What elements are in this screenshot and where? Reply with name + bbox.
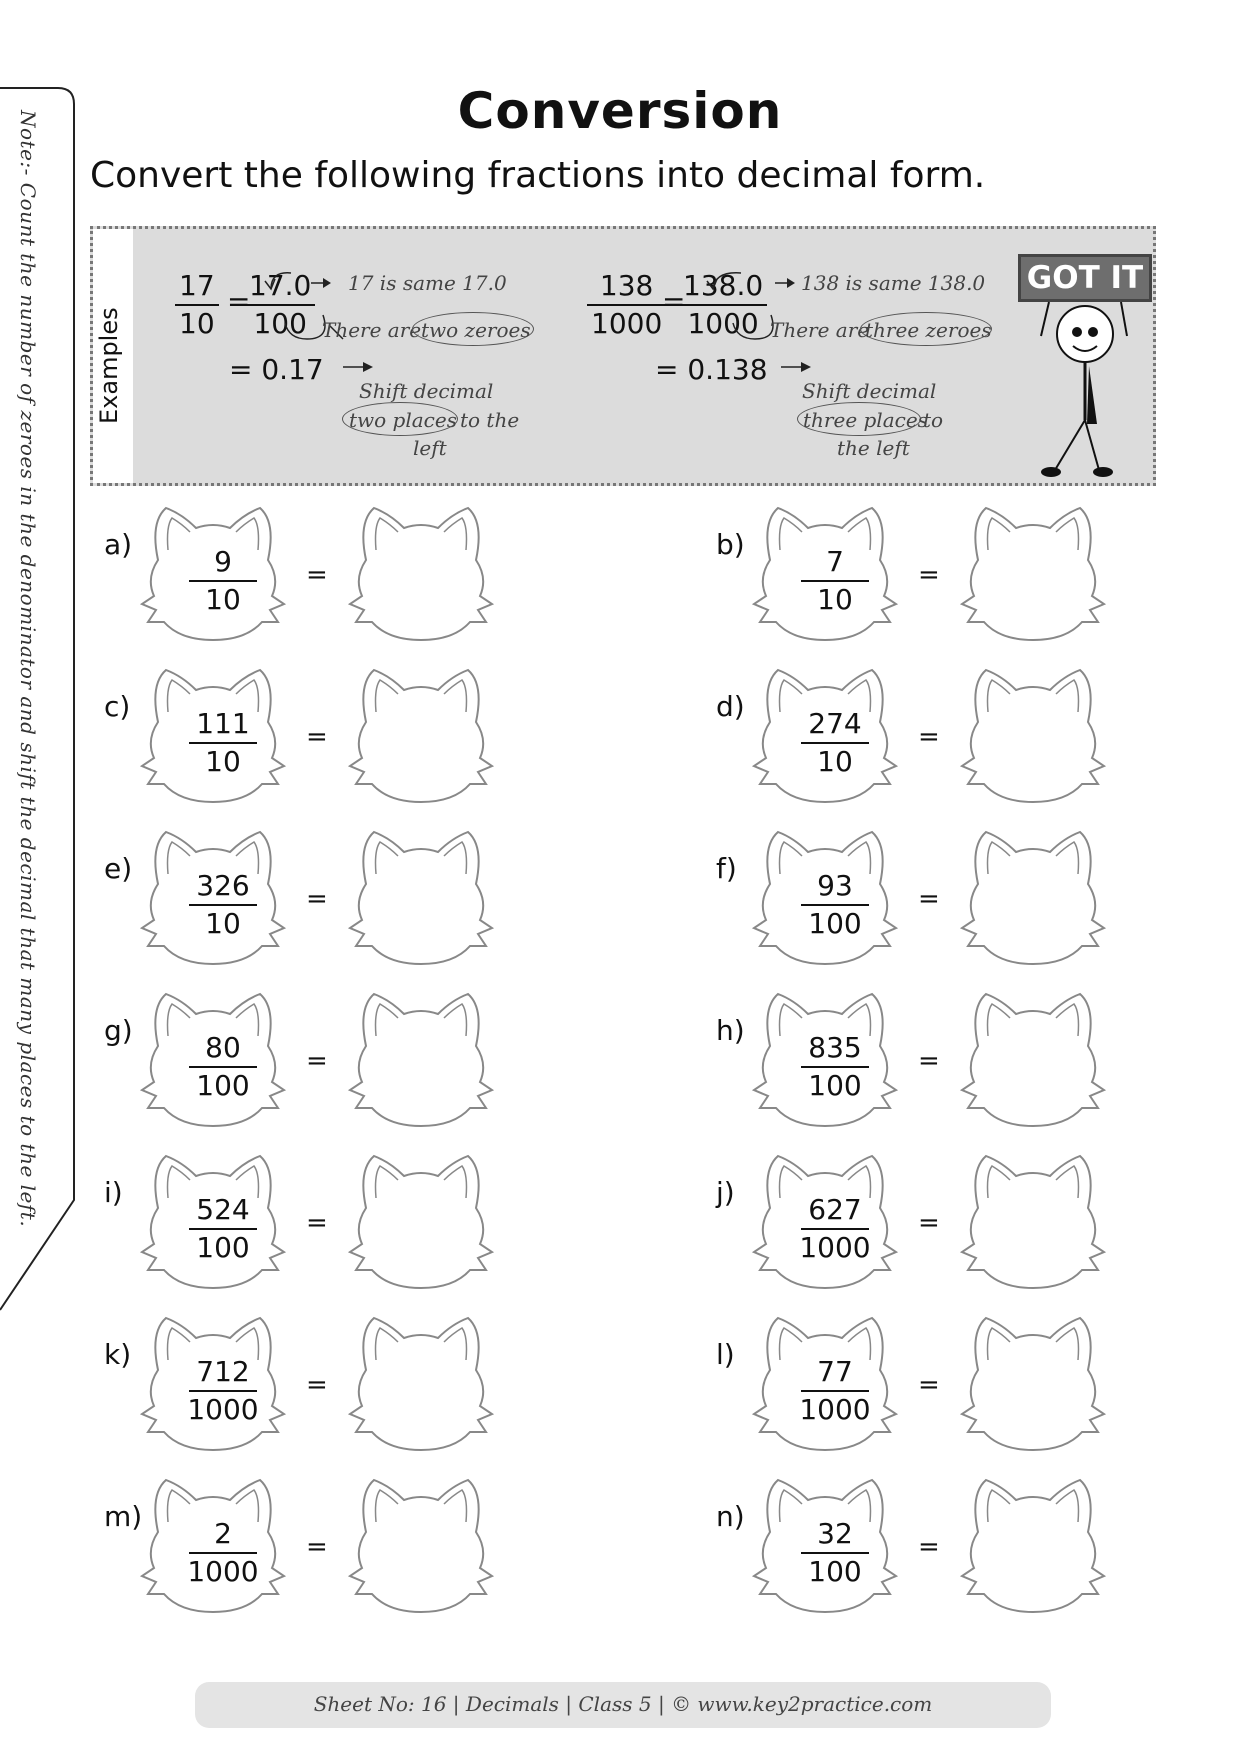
side-note	[10, 110, 70, 1228]
equals-sign: =	[918, 1532, 940, 1562]
problem-numerator: 712	[189, 1354, 257, 1392]
problem-numerator: 111	[189, 706, 257, 744]
problem-numerator: 2	[189, 1516, 257, 1554]
problem-label: h)	[716, 1014, 745, 1047]
answer-box[interactable]	[948, 1310, 1118, 1460]
example-left-note1: 17 is same 17.0	[348, 271, 507, 295]
problem-item	[700, 1472, 1240, 1622]
equals-sign: =	[306, 884, 328, 914]
example-right-shift-line1: Shift decimal	[802, 379, 937, 403]
problem-item	[88, 824, 648, 974]
example-right-result: = 0.138	[655, 353, 768, 386]
problem-fraction	[795, 1516, 875, 1590]
example-right-shift-rest: to	[923, 408, 944, 432]
example-right-result-arrow	[781, 359, 817, 375]
instructions: Convert the following fractions into decimal form.	[90, 155, 986, 196]
problem-fraction	[183, 544, 263, 618]
problem-item	[700, 1148, 1240, 1298]
problem-numerator: 9	[189, 544, 257, 582]
example-left-numerator: 17	[175, 268, 219, 306]
example-left-result: = 0.17	[229, 353, 324, 386]
problem-fraction	[795, 1354, 875, 1428]
example-left-result-arrow	[343, 359, 379, 375]
problem-label: a)	[104, 528, 133, 561]
problem-fraction	[183, 1516, 263, 1590]
problem-numerator: 7	[801, 544, 869, 582]
problem-item	[700, 824, 1240, 974]
problem-denominator: 1000	[799, 1231, 871, 1264]
answer-box[interactable]	[948, 1472, 1118, 1622]
example-right-shift-circled: three places	[803, 408, 928, 432]
problem-denominator: 100	[808, 1555, 862, 1588]
stick-figure-icon	[1015, 300, 1155, 482]
example-right-expanded-denominator: 1000	[687, 307, 759, 340]
problem-denominator: 1000	[799, 1393, 871, 1426]
problem-denominator: 1000	[187, 1555, 259, 1588]
problem-item	[700, 986, 1240, 1136]
side-note-text: Note:- Count the number of zeroes in the denominator and shift the decimal that many places to the left.	[16, 110, 40, 1228]
problem-label: n)	[716, 1500, 745, 1533]
problem-label: e)	[104, 852, 133, 885]
equals-sign: =	[306, 1370, 328, 1400]
problem-label: g)	[104, 1014, 133, 1047]
answer-box[interactable]	[336, 986, 506, 1136]
problem-denominator: 100	[196, 1069, 250, 1102]
problem-fraction	[795, 706, 875, 780]
problem-item	[700, 500, 1240, 650]
example-left-expanded-denominator: 100	[253, 307, 307, 340]
examples-label: Examples	[95, 307, 123, 424]
problem-fraction	[183, 1354, 263, 1428]
problem-fraction	[795, 868, 875, 942]
equals-sign: =	[306, 560, 328, 590]
problem-fraction	[183, 1192, 263, 1266]
example-right-expanded-numerator: 138.0	[679, 268, 767, 306]
equals-sign: =	[918, 1046, 940, 1076]
problem-denominator: 1000	[187, 1393, 259, 1426]
problem-item	[88, 1472, 648, 1622]
answer-box[interactable]	[948, 500, 1118, 650]
example-left-shift-rest: to the	[460, 408, 520, 432]
problem-label: b)	[716, 528, 745, 561]
equals-sign: =	[918, 1208, 940, 1238]
answer-box[interactable]	[336, 1148, 506, 1298]
answer-box[interactable]	[948, 662, 1118, 812]
problem-label: m)	[104, 1500, 143, 1533]
problem-denominator: 10	[205, 583, 241, 616]
problem-label: c)	[104, 690, 131, 723]
problem-label: f)	[716, 852, 737, 885]
answer-box[interactable]	[948, 986, 1118, 1136]
problem-denominator: 10	[817, 745, 853, 778]
answer-box[interactable]	[336, 824, 506, 974]
problem-denominator: 10	[817, 583, 853, 616]
example-right-fraction	[587, 268, 666, 342]
equals-sign: =	[918, 722, 940, 752]
problem-numerator: 32	[801, 1516, 869, 1554]
footer	[195, 1682, 1051, 1728]
answer-box[interactable]	[948, 824, 1118, 974]
problem-denominator: 100	[196, 1231, 250, 1264]
example-left-shift-line1: Shift decimal	[359, 379, 494, 403]
problem-fraction	[183, 706, 263, 780]
problem-denominator: 100	[808, 1069, 862, 1102]
problem-denominator: 100	[808, 907, 862, 940]
footer-text: Sheet No: 16 | Decimals | Class 5 | © www.key2practice.com	[313, 1692, 933, 1716]
problem-fraction	[183, 868, 263, 942]
equals-sign: =	[918, 560, 940, 590]
answer-box[interactable]	[336, 662, 506, 812]
problem-label: j)	[716, 1176, 735, 1209]
got-it-sign: GOT IT	[1018, 254, 1152, 302]
problem-item	[88, 1148, 648, 1298]
problem-numerator: 326	[189, 868, 257, 906]
example-right-shift-line3: the left	[837, 436, 910, 460]
example-left-shift-circled: two places	[349, 408, 457, 432]
problem-numerator: 627	[801, 1192, 869, 1230]
equals-sign: =	[306, 1046, 328, 1076]
problem-fraction	[795, 1030, 875, 1104]
equals-sign: =	[918, 884, 940, 914]
example-left-shift-line3: left	[413, 436, 447, 460]
equals-sign: =	[306, 1208, 328, 1238]
problem-denominator: 10	[205, 745, 241, 778]
examples-label-strip	[93, 229, 133, 483]
problem-label: k)	[104, 1338, 132, 1371]
problem-denominator: 10	[205, 907, 241, 940]
problem-numerator: 93	[801, 868, 869, 906]
problem-item	[700, 662, 1240, 812]
equals-sign: =	[306, 1532, 328, 1562]
page-title: Conversion	[457, 82, 783, 140]
example-right-denominator: 1000	[591, 307, 663, 340]
problem-item	[88, 986, 648, 1136]
example-left-equals: =	[227, 285, 251, 318]
example-right-note2-prefix: There are	[770, 318, 870, 342]
example-right-equals: =	[662, 285, 686, 318]
example-right-note2-circled: three zeroes	[865, 318, 992, 342]
problem-item	[88, 500, 648, 650]
problem-label: i)	[104, 1176, 123, 1209]
equals-sign: =	[306, 722, 328, 752]
answer-box[interactable]	[336, 500, 506, 650]
problem-item	[88, 1310, 648, 1460]
problem-numerator: 80	[189, 1030, 257, 1068]
problem-label: l)	[716, 1338, 735, 1371]
example-right-numerator: 138	[587, 268, 666, 306]
example-right-note1: 138 is same 138.0	[801, 271, 986, 295]
answer-box[interactable]	[948, 1148, 1118, 1298]
problem-item	[700, 1310, 1240, 1460]
examples-box	[90, 226, 1156, 486]
problem-fraction	[183, 1030, 263, 1104]
problem-fraction	[795, 544, 875, 618]
problem-numerator: 524	[189, 1192, 257, 1230]
problem-label: d)	[716, 690, 745, 723]
example-left-note2-circled: two zeroes	[421, 318, 531, 342]
example-left-fraction	[175, 268, 219, 342]
example-left-expanded-numerator: 17.0	[245, 268, 315, 306]
example-left-note2-prefix: There are	[322, 318, 422, 342]
problem-numerator: 835	[801, 1030, 869, 1068]
problem-numerator: 77	[801, 1354, 869, 1392]
example-left-denominator: 10	[179, 307, 215, 340]
answer-box[interactable]	[336, 1310, 506, 1460]
problem-item	[88, 662, 648, 812]
answer-box[interactable]	[336, 1472, 506, 1622]
equals-sign: =	[918, 1370, 940, 1400]
problem-fraction	[795, 1192, 875, 1266]
problem-numerator: 274	[801, 706, 869, 744]
